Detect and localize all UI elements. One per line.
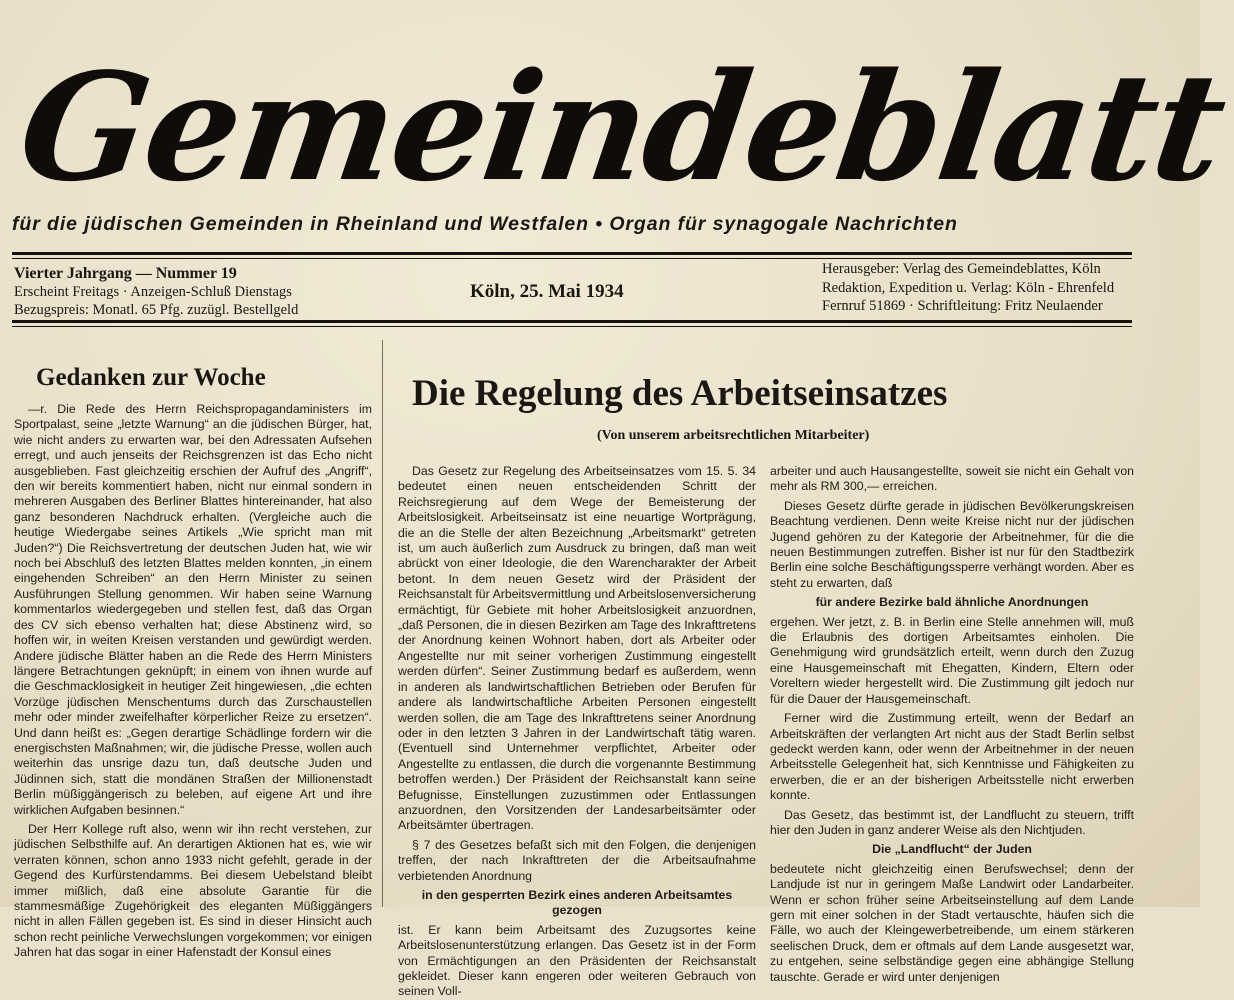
issue-volume: Vierter Jahrgang — Nummer 19 xyxy=(14,265,237,282)
editorial-line: Redaktion, Expedition u. Verlag: Köln - Ehrenfeld xyxy=(822,279,1115,296)
publisher-info xyxy=(822,260,1192,316)
article-subheading: Die „Landflucht“ der Juden xyxy=(872,842,1032,857)
header-bottom-rule-thin xyxy=(12,326,1132,327)
article-paragraph: bedeutete nicht gleichzeitig einen Berufswechsel; denn der Landjude ist nur in geringem Maße Landwirt oder Landarbeiter. Wenn er schon früher seine Arbeitseinstellung auf dem Lande gern mit einer solchen in der Stadt vertauschte, häufen sich die Fälle, wo auch der Kleingewerbetreibende, um einem stärkeren seelischen Druck, dem er oftmals auf dem Lande ausgesetzt war, zu entgehen, seine selbständige gegen eine abhängige Stellung tauschte. Gerade er wird unter denjenigen xyxy=(770,861,1134,984)
left-article-paragraph: Der Herr Kollege ruft also, wenn wir ihn recht verstehen, zur jüdischen Selbsthilfe auf. An derartigen Aktionen hat es, wie wir verraten können, schon anno 1933 nicht gefehlt, gerade in der Gegend des Kurfürstendamms. Bei diesem Uebelstand bleibt immer mißlich, daß eine absolute Garantie für die stammesmäßige Zugehörigkeit des eleganten Müßiggängers nicht in allen Fällen gegeben ist. Es sind in dieser Hinsicht auch schon recht peinliche Verwechslungen vorgekommen; vor einigen Jahren hat das sogar in einer Hafenstadt der Konsul eines xyxy=(14,821,372,960)
main-article-column-1 xyxy=(398,464,756,999)
left-article-title: Gedanken zur Woche xyxy=(36,364,266,391)
article-paragraph: Ferner wird die Zustimmung erteilt, wenn der Bedarf an Arbeitskräften der verlangten Art nicht aus der Stadt Berlin selbst gedeckt werden kann, oder wenn der Arbeitnehmer in der neuen Arbeitsstelle Gelegenheit hat, sich Kenntnisse und Fähigkeiten zu erwerben, die er an der bisherigen Arbeitsstelle nicht erwerben konnte. xyxy=(770,711,1134,803)
article-paragraph: Das Gesetz zur Regelung des Arbeitseinsatzes vom 15. 5. 34 bedeutet einen neuen entscheidenden Schritt der Reichsregierung auf dem Wege der Bemeisterung der Arbeitslosigkeit. Arbeitseinsatz ist eine neuartige Wortprägung, die an die Stelle der alten Bezeichnung „Arbeitsmarkt“ getreten ist, um auch äußerlich zum Ausdruck zu bringen, daß man weit abrückt von einer Ideologie, die den Warencharakter der Arbeit betont. In dem neuen Gesetz wird der Präsident der Reichsanstalt für Arbeitsvermittlung und Arbeitslosenversicherung ermächtigt, für Gebiete mit hoher Arbeitslosigkeit anzuordnen, „daß Personen, die in diesen Bezirken am Tage des Inkrafttretens der Anordnung keinen Wohnort haben, dort als Arbeiter oder Angestellte nur mit seiner vorherigen Zustimmung eingestellt werden dürfen“. Seiner Zustimmung bedarf es außerdem, wenn in anderen als landwirtschaftlichen Betrieben oder Berufen für andere als landwirtschaftliche Arbeiten Personen eingestellt werden sollen, die am Tage des Inkrafttretens seiner Anordnung oder in den letzten 3 Jahren in der Landwirtschaft tätig waren. (Eventuell sind Unternehmer verpflichtet, Arbeiter oder Angestellte zu entlassen, die durch die vorgenannte Bestimmung betroffen werden.) Der Präsident der Reichsanstalt kann seine Befugnisse, Einstellungen zuzustimmen oder Entlassungen anzuordnen, den Vorsitzenden der Landesarbeitsämter oder Arbeitsämter übertragen. xyxy=(398,464,756,833)
article-paragraph: arbeiter und auch Hausangestellte, soweit sie nicht ein Gehalt von mehr als RM 300,— erreichen. xyxy=(770,464,1134,494)
issue-schedule: Erscheint Freitags · Anzeigen-Schluß Dienstags xyxy=(14,284,292,300)
article-paragraph: Dieses Gesetz dürfte gerade in jüdischen Bevölkerungskreisen Beachtung verdienen. Denn weite Kreise nicht nur der jüdischen Jugend gehören zu der Kategorie der Arbeitnehmer, für die die neuen Bestimmungen zutreffen. Bisher ist nur für den Stadtbezirk Berlin eine solche Beschäftigungssperre verhängt worden. Aber es steht zu erwarten, daß xyxy=(770,498,1134,590)
top-rule-thin xyxy=(12,258,1132,259)
article-paragraph: ergehen. Wer jetzt, z. B. in Berlin eine Stelle annehmen will, muß die Erlaubnis des dortigen Arbeitsamtes einholen. Die Genehmigung wird grundsätzlich erteilt, wenn durch den Zuzug eine Hausgemeinschaft mit Ehegatten, Kindern, Eltern oder Voreltern wieder hergestellt wird. Die Zustimmung gilt jedoch nur für die Dauer der Hausgemeinschaft. xyxy=(770,614,1134,706)
article-subheading: für andere Bezirke bald ähnliche Anordnungen xyxy=(815,595,1089,610)
left-article-body xyxy=(14,402,372,960)
column-divider xyxy=(382,340,383,907)
main-article-title: Die Regelung des Arbeitseinsatzes xyxy=(412,373,948,414)
issue-price: Bezugspreis: Monatl. 65 Pfg. zuzügl. Bestellgeld xyxy=(14,302,299,318)
top-rule xyxy=(12,252,1132,255)
article-paragraph: § 7 des Gesetzes befaßt sich mit den Folgen, die denjenigen treffen, der nach Inkrafttreten der die Arbeitsaufnahme verbietenden Anordnung xyxy=(398,837,756,883)
main-article-byline: (Von unserem arbeitsrechtlichen Mitarbeiter) xyxy=(597,428,870,443)
masthead-subtitle: für die jüdischen Gemeinden in Rheinland und Westfalen • Organ für synagogale Nachrichten xyxy=(12,213,958,235)
article-subheading: in den gesperrten Bezirk eines anderen Arbeitsamtes gezogen xyxy=(421,887,733,918)
dateline: Köln, 25. Mai 1934 xyxy=(470,281,624,302)
article-paragraph: Das Gesetz, das bestimmt ist, der Landflucht zu steuern, trifft hier den Juden in ganz anderer Weise als den Nichtjuden. xyxy=(770,807,1134,837)
phone-line: Fernruf 51869 · Schriftleitung: Fritz Neulaender xyxy=(822,298,1103,314)
main-article-column-2 xyxy=(770,464,1134,984)
masthead-title: Gemeindeblatt xyxy=(10,40,1234,214)
article-paragraph: ist. Er kann beim Arbeitsamt des Zuzugsortes keine Arbeitslosenunterstützung erlangen. Das Gesetz ist in der Form von Ermächtigungen an den Präsidenten der Reichsanstalt gekleidet. Dieser kann engeren oder weiteren Gebrauch von seinen Voll- xyxy=(398,922,756,999)
publisher-line: Herausgeber: Verlag des Gemeindeblattes, Köln xyxy=(822,261,1101,277)
issue-info xyxy=(14,265,344,319)
header-bottom-rule xyxy=(12,320,1132,323)
left-article-paragraph: —r. Die Rede des Herrn Reichspropagandaministers im Sportpalast, seine „letzte Warnung“ an die jüdischen Bürger, hat, wie nicht anders zu erwarten war, bei den Adressaten Aufsehen erregt, und auch jenseits der Reichsgrenzen ist das Echo nicht ausgeblieben. Fast gleichzeitig erschien der Aufruf des „Angriff“, den wir bereits kommentiert haben, nicht nur einmal sondern in mehreren Ausgaben des Berliner Blattes hintereinander, hat also ganz besonderen Nachdruck erhalten. (Vergleiche auch die heutige Wiedergabe seines Artikels „Wie spricht man mit Juden?“) Die Reichsvertretung der deutschen Juden hat, wie wir noch bei Abschluß des letzten Blattes melden konnten, „in einem eingehenden Schreiben“ an den Herrn Minister zu seinen Ausführungen Stellung genommen. Wir haben seine Warnung kommentarlos wiedergegeben und stellen fest, daß das Organ des CV sich ebenso verhalten hat; diese Abstinenz wird, so hoffen wir, in weiten Kreisen verstanden und gewürdigt werden. Andere jüdische Blätter haben an die Rede des Herrn Ministers längere Betrachtungen geknüpft; in einem von ihnen wurde auf die Geschmacklosigkeit in heutiger Zeit hingewiesen, „die echten Vorzüge jüdischen Menschentums durch das Zurschaustellen mehr oder minder zweifelhafter körperlicher Reize zu ersetzen“. Und dann heißt es: „Gegen derartige Schädlinge fordern wir die energischsten Maßnahmen; wir, die jüdische Presse, wollen auch weiterhin das unsrige dazu tun, daß deutsche Juden und Jüdinnen sich, statt die mondänen Straßen der Millionenstadt Berlin müßiggängerisch zu beleben, auf eigene Art und ihre wirklichen Aufgaben besinnen.“ xyxy=(14,402,372,817)
